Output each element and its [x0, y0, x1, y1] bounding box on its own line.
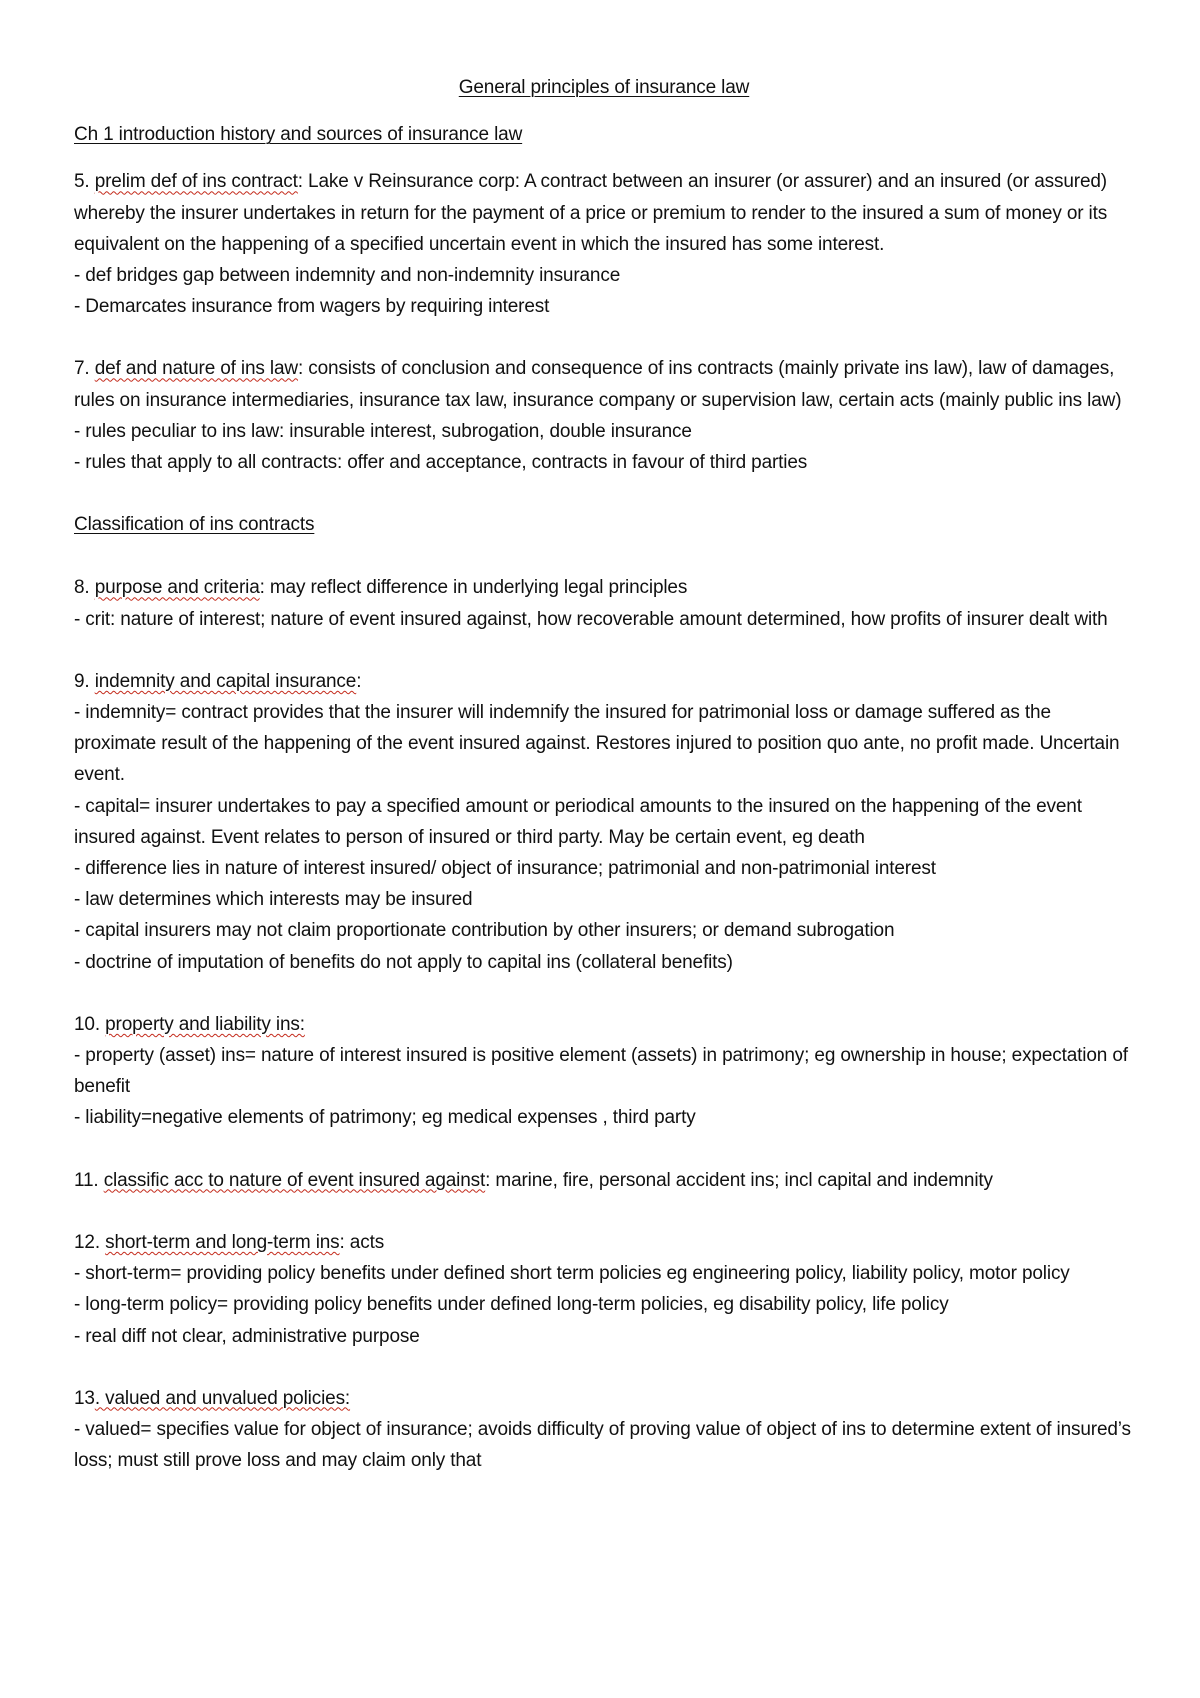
section-12-heading: short-term and long-term ins — [105, 1231, 340, 1253]
classification-heading: Classification of ins contracts — [74, 514, 315, 536]
section-11-paragraph: 11. classific acc to nature of event insured against: marine, fire, personal accident ins; incl capital and indemnity — [74, 1169, 993, 1191]
section-10 — [74, 1009, 1134, 1134]
section-5 — [74, 166, 1134, 322]
section-5-bullet: - Demarcates insurance from wagers by requiring interest — [74, 296, 550, 318]
section-9-bullet: - doctrine of imputation of benefits do not apply to capital ins (collateral benefits) — [74, 951, 733, 973]
section-8 — [74, 572, 1134, 634]
section-7-number: 7. — [74, 358, 95, 380]
section-10-bullet: - liability=negative elements of patrimony; eg medical expenses , third party — [74, 1107, 696, 1129]
section-13 — [74, 1383, 1134, 1477]
section-9-paragraph: 9. indemnity and capital insurance: — [74, 670, 362, 692]
section-13-bullet: - valued= specifies value for object of insurance; avoids difficulty of proving value of object of ins to determine extent of insured’s loss; must still prove loss and may claim only that — [74, 1418, 1131, 1472]
section-7-text: : consists of conclusion and consequence of ins contracts (mainly private ins law), law of damages, rules on insurance intermediaries, insurance tax law, insurance company or supervision law, certain acts (mainly public ins law) — [74, 358, 1122, 411]
document-title: General principles of insurance law — [458, 77, 750, 98]
document-page — [74, 72, 1134, 1476]
section-12-bullet: - short-term= providing policy benefits under defined short term policies eg engineering policy, liability policy, motor policy — [74, 1263, 1070, 1285]
section-7-paragraph — [74, 353, 1134, 415]
section-5-text: : Lake v Reinsurance corp: A contract between an insurer (or assurer) and an insured (or assured) whereby the insurer undertakes in return for the payment of a price or premium to render to the insured a sum of money or its equivalent on the happening of a specified uncertain event in which the insured has some interest. — [74, 171, 1108, 255]
section-12-bullet: - long-term policy= providing policy benefits under defined long-term policies, eg disability policy, life policy — [74, 1294, 949, 1316]
section-12-bullet: - real diff not clear, administrative purpose — [74, 1325, 420, 1347]
section-5-heading: prelim def of ins contract — [94, 171, 298, 193]
chapter-heading: Ch 1 introduction history and sources of insurance law — [74, 124, 523, 146]
section-5-number: 5. — [74, 171, 95, 193]
section-9-bullet: - difference lies in nature of interest insured/ object of insurance; patrimonial and non-patrimonial interest — [74, 858, 936, 880]
section-13-paragraph: 13. valued and unvalued policies: — [74, 1387, 351, 1409]
section-7-bullet: - rules that apply to all contracts: offer and acceptance, contracts in favour of third parties — [74, 452, 808, 474]
section-5-bullet: - def bridges gap between indemnity and non-indemnity insurance — [74, 265, 621, 287]
section-12-paragraph: 12. short-term and long-term ins: acts — [74, 1231, 385, 1253]
section-9 — [74, 666, 1134, 978]
section-8-heading: purpose and criteria — [94, 577, 260, 599]
section-8-bullet: - crit: nature of interest; nature of event insured against, how recoverable amount determined, how profits of insurer dealt with — [74, 608, 1108, 630]
section-9-bullet: - capital= insurer undertakes to pay a specified amount or periodical amounts to the insured on the happening of the event insured against. Event relates to person of insured or third party. May be certain event, eg death — [74, 795, 1082, 848]
section-11-heading: classific acc to nature of event insured against — [103, 1169, 486, 1191]
section-8-paragraph: 8. purpose and criteria: may reflect difference in underlying legal principles — [74, 577, 688, 599]
section-12 — [74, 1227, 1134, 1352]
section-9-bullet: - capital insurers may not claim proportionate contribution by other insurers; or demand subrogation — [74, 920, 895, 942]
section-10-paragraph: 10. property and liability ins: — [74, 1013, 305, 1035]
section-10-heading: property and liability ins: — [105, 1013, 305, 1035]
section-9-bullet: - law determines which interests may be insured — [74, 889, 473, 911]
section-7 — [74, 353, 1134, 478]
section-13-heading: . valued and unvalued policies: — [94, 1387, 351, 1409]
section-11 — [74, 1165, 1134, 1196]
section-9-heading: indemnity and capital insurance — [94, 670, 357, 692]
section-7-heading: def and nature of ins law — [94, 358, 298, 380]
section-5-paragraph — [74, 166, 1134, 260]
section-10-bullet: - property (asset) ins= nature of interest insured is positive element (assets) in patrimony; eg ownership in house; expectation of benefit — [74, 1045, 1128, 1098]
section-7-bullet: - rules peculiar to ins law: insurable interest, subrogation, double insurance — [74, 420, 692, 442]
section-9-bullet: - indemnity= contract provides that the insurer will indemnify the insured for patrimonial loss or damage suffered as the proximate result of the happening of the event insured against. Restores injured to position quo ante, no profit made. Uncertain event. — [74, 702, 1120, 786]
